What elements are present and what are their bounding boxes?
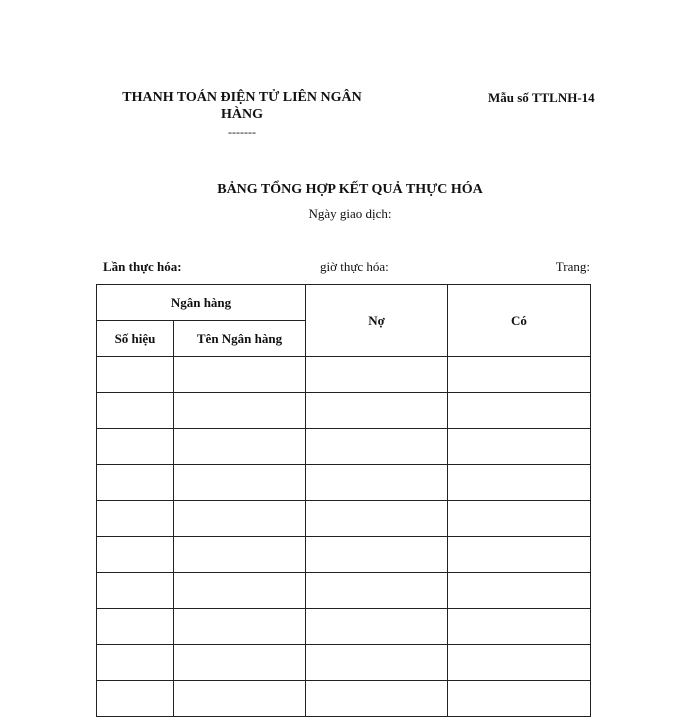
- table-cell[interactable]: [174, 537, 306, 573]
- table-row: [97, 573, 591, 609]
- table-cell[interactable]: [174, 609, 306, 645]
- table-cell[interactable]: [306, 501, 448, 537]
- table-row: [97, 465, 591, 501]
- table-cell[interactable]: [174, 681, 306, 717]
- table-cell[interactable]: [97, 501, 174, 537]
- table-cell[interactable]: [448, 645, 591, 681]
- table-cell[interactable]: [306, 609, 448, 645]
- table-cell[interactable]: [306, 357, 448, 393]
- table-cell[interactable]: [306, 429, 448, 465]
- table-cell[interactable]: [97, 645, 174, 681]
- table-cell[interactable]: [306, 645, 448, 681]
- table-row: [97, 393, 591, 429]
- form-number: Mẫu số TTLNH-14: [488, 90, 595, 105]
- table-cell[interactable]: [306, 573, 448, 609]
- page-label: Trang:: [555, 259, 590, 274]
- table-row: [97, 501, 591, 537]
- time-label: giờ thực hóa:: [320, 259, 389, 274]
- table-cell[interactable]: [174, 645, 306, 681]
- credit-header: Có: [448, 285, 591, 357]
- table-cell[interactable]: [448, 429, 591, 465]
- table-row: [97, 429, 591, 465]
- table-cell[interactable]: [97, 573, 174, 609]
- table-cell[interactable]: [448, 357, 591, 393]
- table-cell[interactable]: [448, 609, 591, 645]
- table-cell[interactable]: [97, 537, 174, 573]
- header-separator: -------: [228, 125, 256, 139]
- table-cell[interactable]: [174, 573, 306, 609]
- table-cell[interactable]: [448, 573, 591, 609]
- table-cell[interactable]: [174, 429, 306, 465]
- organization-name: THANH TOÁN ĐIỆN TỬ LIÊN NGÂN HÀNG: [122, 90, 362, 122]
- table-cell[interactable]: [97, 393, 174, 429]
- bank-group-header: Ngân hàng: [97, 285, 306, 321]
- table-cell[interactable]: [97, 465, 174, 501]
- table-cell[interactable]: [448, 537, 591, 573]
- bank-name-header: Tên Ngân hàng: [174, 321, 306, 357]
- table-cell[interactable]: [97, 357, 174, 393]
- table-cell[interactable]: [448, 681, 591, 717]
- table-cell[interactable]: [448, 501, 591, 537]
- table-cell[interactable]: [306, 465, 448, 501]
- debit-header: Nợ: [306, 285, 448, 357]
- table-row: [97, 609, 591, 645]
- table-cell[interactable]: [448, 465, 591, 501]
- settlement-table: [96, 284, 591, 717]
- table-row: [97, 357, 591, 393]
- table-cell[interactable]: [448, 393, 591, 429]
- table-cell[interactable]: [306, 537, 448, 573]
- table-cell[interactable]: [97, 609, 174, 645]
- table-row: [97, 645, 591, 681]
- table-cell[interactable]: [174, 357, 306, 393]
- run-label: Lần thực hóa:: [103, 259, 182, 274]
- table-cell[interactable]: [174, 465, 306, 501]
- table-row: [97, 681, 591, 717]
- table-cell[interactable]: [174, 393, 306, 429]
- table-row: [97, 537, 591, 573]
- table-cell[interactable]: [174, 501, 306, 537]
- table-cell[interactable]: [97, 429, 174, 465]
- transaction-date-label: Ngày giao dịch:: [308, 206, 392, 221]
- table-cell[interactable]: [306, 681, 448, 717]
- table-cell[interactable]: [97, 681, 174, 717]
- document-title: BẢNG TỔNG HỢP KẾT QUẢ THỰC HÓA: [217, 182, 483, 197]
- table-cell[interactable]: [306, 393, 448, 429]
- bank-code-header: Số hiệu: [97, 321, 174, 357]
